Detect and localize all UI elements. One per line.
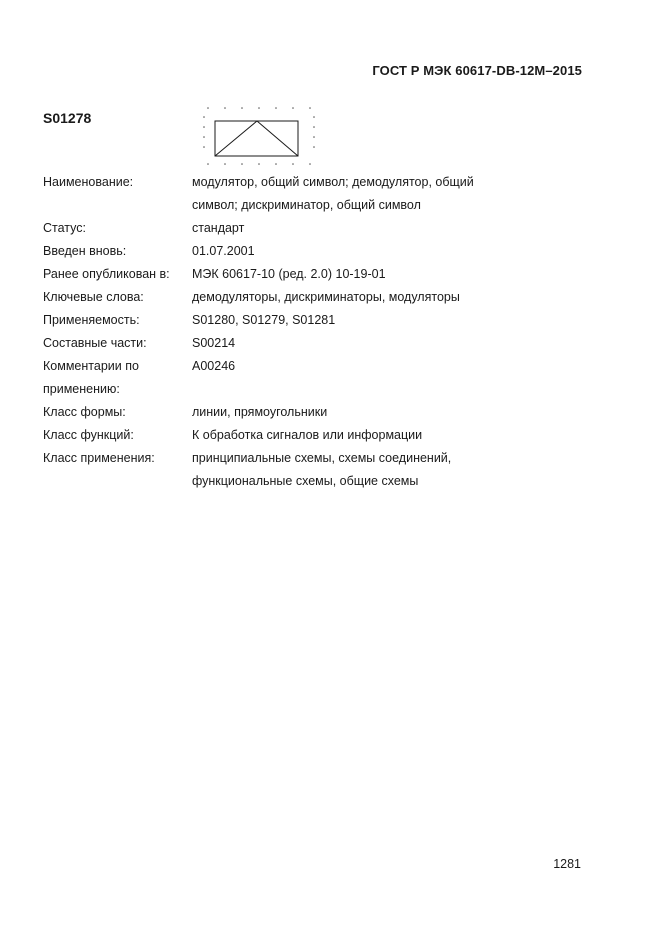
field-value-line: модулятор, общий символ; демодулятор, общий — [192, 175, 474, 189]
field-value: К обработка сигналов или информации — [192, 428, 423, 442]
grid-dot — [313, 146, 315, 148]
field-row-keywords — [43, 286, 603, 309]
field-label: Класс применения: — [43, 451, 155, 465]
field-value: S00214 — [192, 336, 236, 350]
grid-dot — [313, 126, 315, 128]
grid-dot — [258, 163, 260, 165]
field-value: A00246 — [192, 359, 236, 373]
field-label — [43, 355, 192, 401]
grid-dot — [313, 136, 315, 138]
entry-code: S01278 — [43, 110, 92, 126]
field-value-line: символ; дискриминатор, общий символ — [192, 198, 421, 212]
page-number: 1281 — [553, 857, 581, 871]
field-label: Ключевые слова: — [43, 290, 144, 304]
grid-dot — [224, 107, 226, 109]
grid-dot — [224, 163, 226, 165]
field-value: линии, прямоугольники — [192, 405, 328, 419]
field-label: Применяемость: — [43, 313, 140, 327]
field-label: Ранее опубликован в: — [43, 267, 170, 281]
grid-dot — [275, 107, 277, 109]
field-row-function-class — [43, 424, 603, 447]
grid-dot — [203, 146, 205, 148]
field-value: стандарт — [192, 221, 245, 235]
grid-dot — [313, 116, 315, 118]
grid-dot — [292, 163, 294, 165]
field-value-line: принципиальные схемы, схемы соединений, — [192, 451, 452, 465]
field-row-applicability — [43, 309, 603, 332]
grid-dot — [309, 107, 311, 109]
field-label-line: применению: — [43, 382, 120, 396]
field-row-status — [43, 217, 603, 240]
grid-dot — [258, 107, 260, 109]
grid-dot — [203, 116, 205, 118]
modulator-symbol-icon — [200, 104, 318, 168]
field-label-line: Комментарии по — [43, 359, 139, 373]
field-value-line: функциональные схемы, общие схемы — [192, 474, 419, 488]
grid-dot — [203, 126, 205, 128]
field-row-components — [43, 332, 603, 355]
field-value — [192, 447, 512, 493]
field-list — [43, 171, 603, 493]
field-value: демодуляторы, дискриминаторы, модуляторы — [192, 290, 460, 304]
field-label: Составные части: — [43, 336, 147, 350]
field-label: Введен вновь: — [43, 244, 127, 258]
field-row-application-class — [43, 447, 603, 493]
symbol-triangle — [215, 121, 298, 156]
field-row-published — [43, 263, 603, 286]
field-value: S01280, S01279, S01281 — [192, 313, 336, 327]
field-value — [192, 171, 512, 217]
grid-dot — [203, 136, 205, 138]
field-row-application-notes — [43, 355, 603, 401]
grid-dot — [207, 107, 209, 109]
symbol-rectangle — [215, 121, 298, 156]
grid-dot — [292, 107, 294, 109]
grid-dot — [309, 163, 311, 165]
field-row-name — [43, 171, 603, 217]
field-value: 01.07.2001 — [192, 244, 255, 258]
field-row-introduced — [43, 240, 603, 263]
field-label: Статус: — [43, 221, 86, 235]
field-label: Наименование: — [43, 175, 134, 189]
field-value: МЭК 60617-10 (ред. 2.0) 10-19-01 — [192, 267, 386, 281]
grid-dot — [207, 163, 209, 165]
field-row-shape-class — [43, 401, 603, 424]
grid-dot — [241, 107, 243, 109]
field-label: Класс формы: — [43, 405, 126, 419]
grid-dot — [241, 163, 243, 165]
field-label: Класс функций: — [43, 428, 134, 442]
grid-dot — [275, 163, 277, 165]
standard-header: ГОСТ Р МЭК 60617-DB-12M–2015 — [372, 63, 582, 78]
